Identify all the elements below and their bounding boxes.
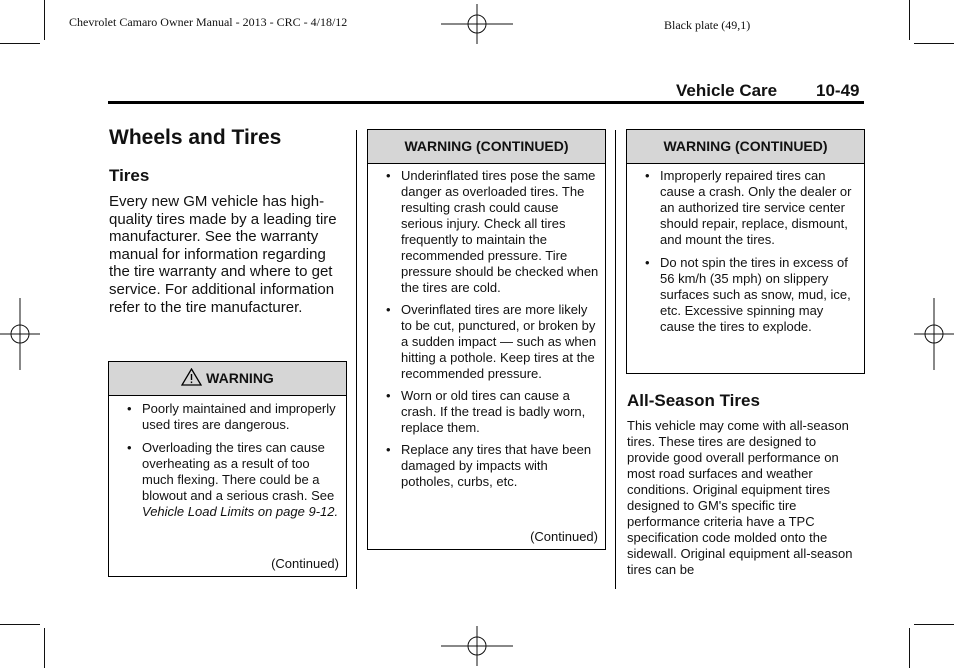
warning-item-text: Overinflated tires are more likely to be cut, punctured, or broken by a sudden impact — such as when hitting a pothole. Keep tires at the recommended pressure. <box>401 302 597 381</box>
warning-triangle-icon <box>181 368 202 386</box>
warning-list <box>645 168 860 335</box>
crop-mark <box>909 628 910 668</box>
bullet-icon: • <box>645 168 650 183</box>
all-season-paragraph: This vehicle may come with all-season tires. These tires are designed to provide good overall performance on most road surfaces and weather conditions. Original equipment tires designed to GM's specific tire performance criteria have a TPC specification code molded onto the sidewall. Original equipment all-season tires can be <box>627 418 853 577</box>
bullet-icon: • <box>645 255 650 270</box>
registration-mark-icon <box>441 626 513 666</box>
print-header-manual: Chevrolet Camaro Owner Manual - 2013 - CRC - 4/18/12 <box>69 15 348 29</box>
warning-list <box>127 401 342 520</box>
warning-header <box>368 130 605 164</box>
crop-mark <box>914 624 954 625</box>
warning-item-text: Improperly repaired tires can cause a crash. Only the dealer or an authorized tire service center should repair, replace, dismount, and mount the tires. <box>660 168 852 247</box>
warning-item <box>127 401 342 433</box>
continued-label: (Continued) <box>271 556 339 571</box>
section-heading-all-season: All-Season Tires <box>627 391 760 410</box>
warning-item <box>386 442 601 490</box>
warning-item <box>386 168 601 296</box>
warning-box <box>108 361 347 577</box>
warning-item-text: Replace any tires that have been damaged by impacts with potholes, curbs, etc. <box>401 442 592 489</box>
column-divider <box>615 130 616 589</box>
warning-item-text: Poorly maintained and improperly used tires are dangerous. <box>142 401 336 432</box>
page-reference-link[interactable]: Vehicle Load Limits on page 9-12 <box>142 504 335 519</box>
crop-mark <box>0 624 40 625</box>
registration-mark-icon <box>0 298 40 370</box>
warning-item-text: Worn or old tires can cause a crash. If the tread is badly worn, replace them. <box>401 388 586 435</box>
warning-item-text: Underinflated tires pose the same danger as overloaded tires. The resulting crash could cause serious injury. Check all tires frequently to maintain the recommended pressure. Tire pressure should be checked when the tires are cold. <box>401 168 599 295</box>
warning-item-text: Do not spin the tires in excess of 56 km/h (35 mph) on slippery surfaces such as snow, mud, ice, etc. Excessive spinning may cause the tires to explode. <box>660 255 851 334</box>
warning-heading: WARNING (CONTINUED) <box>663 138 828 154</box>
warning-box <box>626 129 865 374</box>
warning-box <box>367 129 606 550</box>
warning-item <box>127 440 342 520</box>
warning-item <box>386 388 601 436</box>
page-number: 10-49 <box>816 81 860 100</box>
reference-end: . <box>334 504 339 519</box>
warning-item <box>645 168 860 248</box>
bullet-icon: • <box>386 302 391 317</box>
warning-header <box>627 130 864 164</box>
registration-mark-icon <box>441 4 513 44</box>
section-title: Vehicle Care <box>676 81 778 100</box>
bullet-icon: • <box>386 168 391 183</box>
warning-header <box>109 362 346 396</box>
warning-item-text: Overloading the tires can cause overheating as a result of too much flexing. There could be a blowout and a serious crash. See <box>142 440 335 503</box>
print-header-plate: Black plate (49,1) <box>664 18 751 32</box>
header-rule <box>108 101 864 104</box>
warning-item <box>386 302 601 382</box>
crop-mark <box>44 0 45 40</box>
warning-heading: WARNING <box>206 370 274 386</box>
column-divider <box>356 130 357 589</box>
bullet-icon: • <box>127 401 132 416</box>
crop-mark <box>914 43 954 44</box>
registration-mark-icon <box>914 298 954 370</box>
crop-mark <box>909 0 910 40</box>
page-title: Wheels and Tires <box>109 126 282 149</box>
bullet-icon: • <box>386 388 391 403</box>
tires-paragraph: Every new GM vehicle has high-quality tires made by a leading tire manufacturer. See the warranty manual for information regarding the tire warranty and where to get service. For additional information refer to the tire manufacturer. <box>109 193 337 316</box>
bullet-icon: • <box>386 442 391 457</box>
continued-label: (Continued) <box>530 529 598 544</box>
section-heading-tires: Tires <box>109 166 150 185</box>
warning-list <box>386 168 601 490</box>
crop-mark <box>0 43 40 44</box>
crop-mark <box>44 628 45 668</box>
warning-item <box>645 255 860 335</box>
bullet-icon: • <box>127 440 132 455</box>
warning-heading: WARNING (CONTINUED) <box>404 138 569 154</box>
